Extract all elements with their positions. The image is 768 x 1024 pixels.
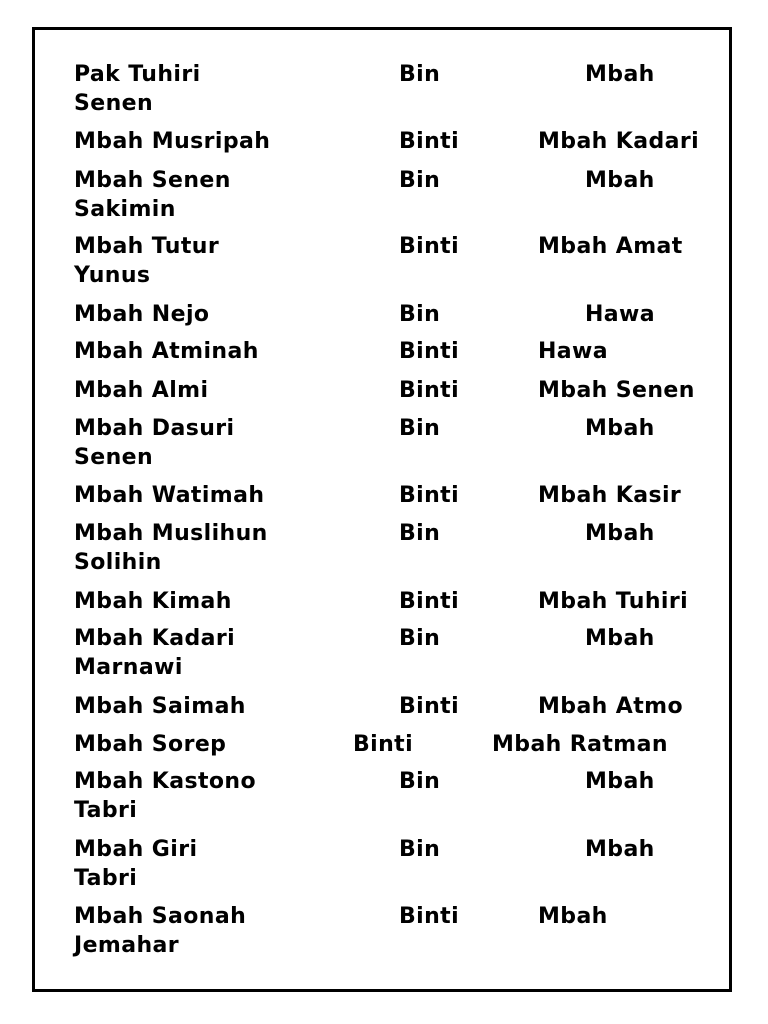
person-name: Mbah Kimah — [74, 589, 232, 614]
name-continuation: Sakimin — [74, 197, 176, 222]
relation-label: Binti — [399, 904, 460, 929]
person-name: Mbah Muslihun — [74, 521, 268, 546]
parent-name: Mbah — [585, 769, 655, 794]
person-name: Mbah Watimah — [74, 483, 265, 508]
name-continuation: Marnawi — [74, 655, 183, 680]
parent-name: Mbah — [585, 837, 655, 862]
parent-name: Mbah Atmo — [538, 694, 683, 719]
relation-label: Bin — [399, 521, 441, 546]
relation-label: Binti — [399, 694, 460, 719]
parent-name: Hawa — [585, 302, 656, 327]
person-name: Mbah Kadari — [74, 626, 236, 651]
person-name: Mbah Atminah — [74, 339, 259, 364]
relation-label: Bin — [399, 62, 441, 87]
person-name: Mbah Saimah — [74, 694, 246, 719]
relation-label: Bin — [399, 168, 441, 193]
name-continuation: Yunus — [74, 263, 151, 288]
parent-name: Mbah — [585, 416, 655, 441]
parent-name: Hawa — [538, 339, 609, 364]
parent-name: Mbah — [538, 904, 608, 929]
name-continuation: Solihin — [74, 550, 162, 575]
relation-label: Bin — [399, 837, 441, 862]
person-name: Mbah Dasuri — [74, 416, 235, 441]
person-name: Mbah Kastono — [74, 769, 257, 794]
name-continuation: Tabri — [74, 798, 138, 823]
name-continuation: Senen — [74, 91, 154, 116]
relation-label: Binti — [399, 589, 460, 614]
relation-label: Bin — [399, 626, 441, 651]
person-name: Mbah Musripah — [74, 129, 271, 154]
name-continuation: Senen — [74, 445, 154, 470]
person-name: Mbah Saonah — [74, 904, 247, 929]
person-name: Mbah Tutur — [74, 234, 220, 259]
relation-label: Binti — [399, 339, 460, 364]
relation-label: Bin — [399, 769, 441, 794]
parent-name: Mbah Senen — [538, 378, 695, 403]
name-continuation: Tabri — [74, 866, 138, 891]
person-name: Mbah Giri — [74, 837, 198, 862]
relation-label: Binti — [399, 129, 460, 154]
parent-name: Mbah — [585, 168, 655, 193]
relation-label: Binti — [353, 732, 414, 757]
relation-label: Bin — [399, 302, 441, 327]
name-continuation: Jemahar — [74, 933, 180, 958]
person-name: Pak Tuhiri — [74, 62, 201, 87]
relation-label: Binti — [399, 483, 460, 508]
parent-name: Mbah — [585, 62, 655, 87]
relation-label: Binti — [399, 234, 460, 259]
person-name: Mbah Nejo — [74, 302, 210, 327]
parent-name: Mbah Ratman — [492, 732, 668, 757]
person-name: Mbah Senen — [74, 168, 231, 193]
person-name: Mbah Almi — [74, 378, 209, 403]
relation-label: Bin — [399, 416, 441, 441]
person-name: Mbah Sorep — [74, 732, 227, 757]
parent-name: Mbah Kasir — [538, 483, 682, 508]
parent-name: Mbah Amat — [538, 234, 683, 259]
parent-name: Mbah — [585, 521, 655, 546]
relation-label: Binti — [399, 378, 460, 403]
parent-name: Mbah Kadari — [538, 129, 700, 154]
parent-name: Mbah — [585, 626, 655, 651]
parent-name: Mbah Tuhiri — [538, 589, 689, 614]
